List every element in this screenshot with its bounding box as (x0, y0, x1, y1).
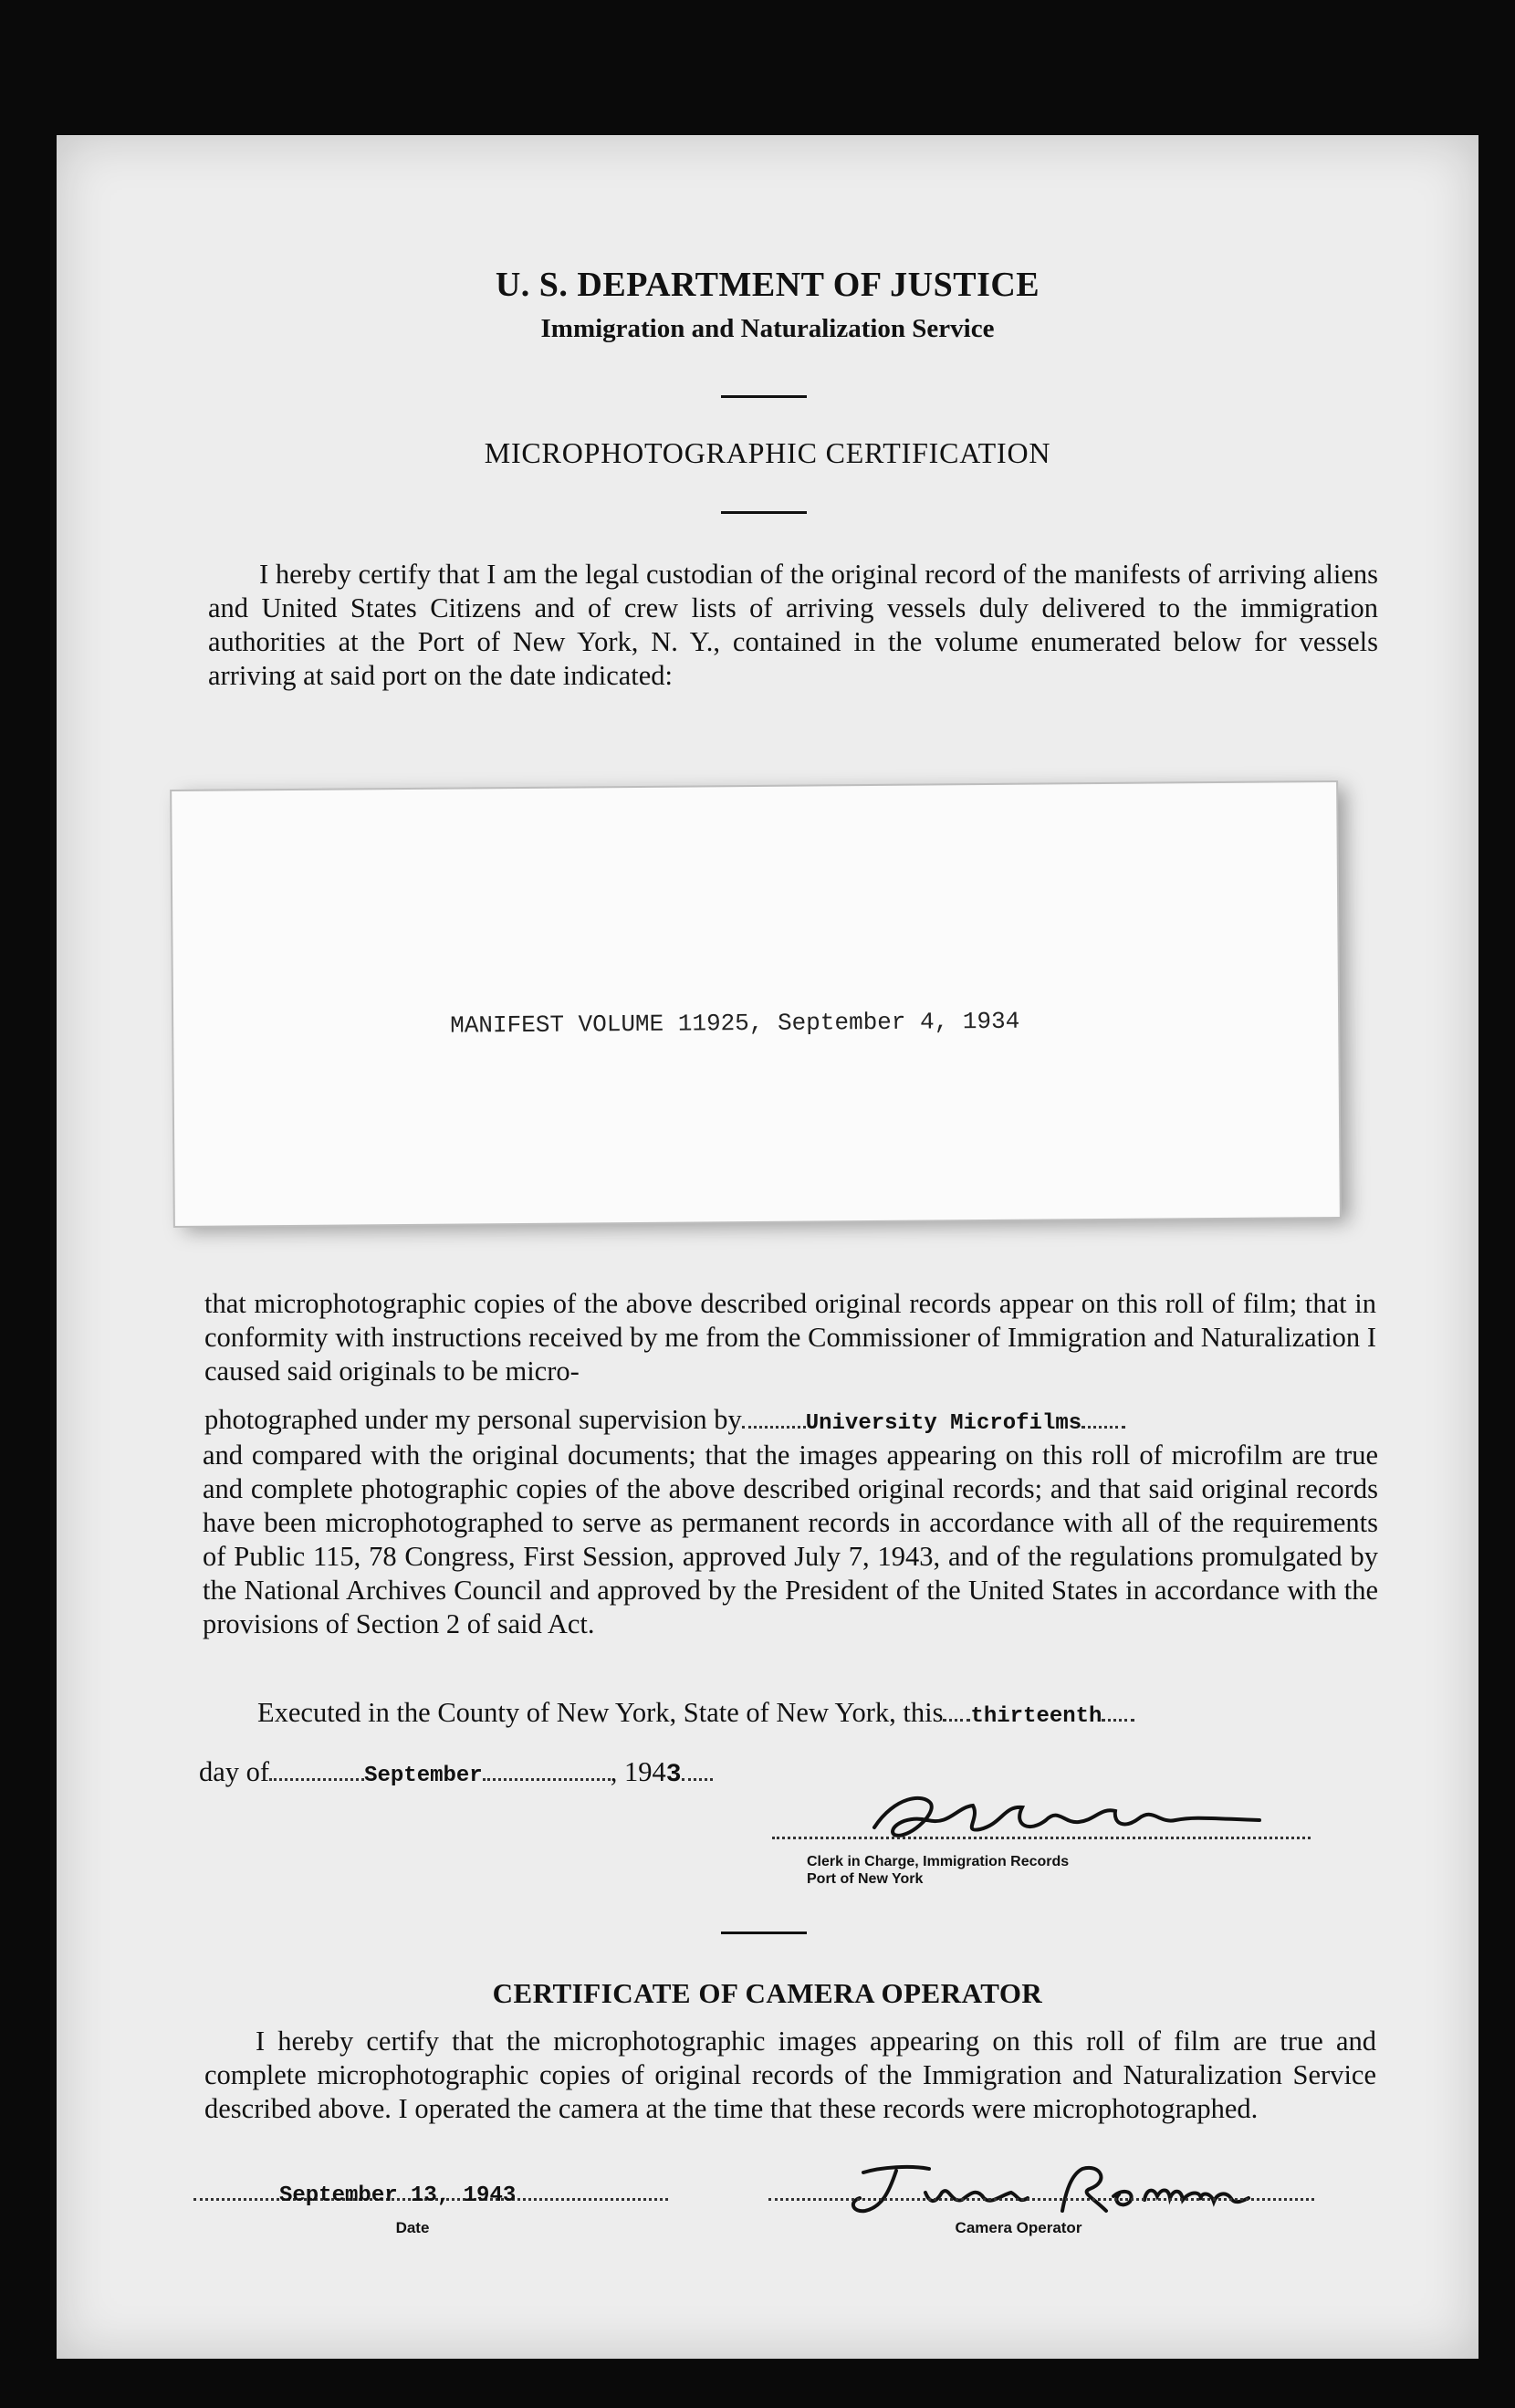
body-paragraph-2: and compared with the original documents; that the images appearing on this roll of microfilm are true and complete photographic copies of the above described original records; and that said original records have been microphotographed to serve as permanent records in accordance with all of the requirements of Public 115, 78 Congress, First Session, approved July 7, 1943, and of the regulations promulgated by the National Archives Council and approved by the President of the United States in accordance with the provisions of Section 2 of said Act. (203, 1440, 1378, 1639)
clerk-signature-line (772, 1837, 1311, 1839)
executed-month: September (364, 1764, 483, 1788)
camera-operator-title: CERTIFICATE OF CAMERA OPERATOR (492, 1977, 1043, 2009)
divider (721, 395, 807, 398)
service-subtitle: Immigration and Naturalization Service (540, 314, 995, 343)
camera-operator-signature (823, 2160, 1261, 2224)
department-title: U. S. DEPARTMENT OF JUSTICE (495, 266, 1040, 304)
dotted-fill (682, 1778, 713, 1781)
year-digit: 3 (665, 1761, 682, 1789)
clerk-signature (867, 1787, 1269, 1851)
divider (721, 1932, 807, 1934)
manifest-volume-text: MANIFEST VOLUME 11925, September 4, 1934 (450, 1007, 1020, 1040)
supervision-line (204, 1404, 1125, 1436)
microfilm-company: University Microfilms (805, 1411, 1082, 1436)
camera-operator-signature-line (768, 2198, 1314, 2201)
executed-line (257, 1697, 1134, 1729)
certification-title: MICROPHOTOGRAPHIC CERTIFICATION (484, 436, 1051, 469)
executed-prefix: Executed in the County of New York, State of New York, this (257, 1697, 944, 1728)
dotted-fill (742, 1426, 806, 1429)
body-paragraph-1: that microphotographic copies of the above described original records appear on this roll of film; that in conformity with instructions received by me from the Commissioner of Immigration and Naturalization I caused said originals to be micro- (204, 1288, 1376, 1387)
divider (721, 511, 807, 514)
clerk-title-line2: Port of New York (807, 1871, 924, 1887)
dotted-fill (943, 1719, 970, 1722)
supervision-prefix: photographed under my personal supervision by (204, 1404, 742, 1435)
dotted-fill (1102, 1719, 1134, 1722)
camera-operator-label: Camera Operator (955, 2219, 1082, 2236)
certificate-page (57, 135, 1478, 2359)
manifest-volume-slip (172, 782, 1340, 1226)
camera-operator-statement: I hereby certify that the microphotographic images appearing on this roll of film are true and complete microphotographic copies of original records of the Immigration and Naturalization Service described above. I operated the camera at the time that these records were microphotographed. (204, 2026, 1376, 2124)
day-of-label: day of (199, 1756, 270, 1787)
operator-date-value: September 13, 1943 (279, 2183, 517, 2208)
dotted-fill (269, 1778, 364, 1781)
clerk-title (807, 1853, 1069, 1888)
dotted-fill (1081, 1426, 1125, 1429)
year-prefix: , 194 (610, 1756, 666, 1787)
date-label: Date (395, 2219, 430, 2236)
clerk-title-line1: Clerk in Charge, Immigration Records (807, 1854, 1070, 1869)
intro-paragraph: I hereby certify that I am the legal custodian of the original record of the manifests of arriving aliens and United States Citizens and of crew lists of arriving vessels duly delivered to the immigration authorities at the Port of New York, N. Y., contained in the volume enumerated below for vessels arriving at said port on the date indicated: (208, 559, 1378, 691)
executed-day: thirteenth (970, 1704, 1102, 1729)
day-of-line (199, 1756, 713, 1789)
dotted-fill (483, 1778, 611, 1781)
